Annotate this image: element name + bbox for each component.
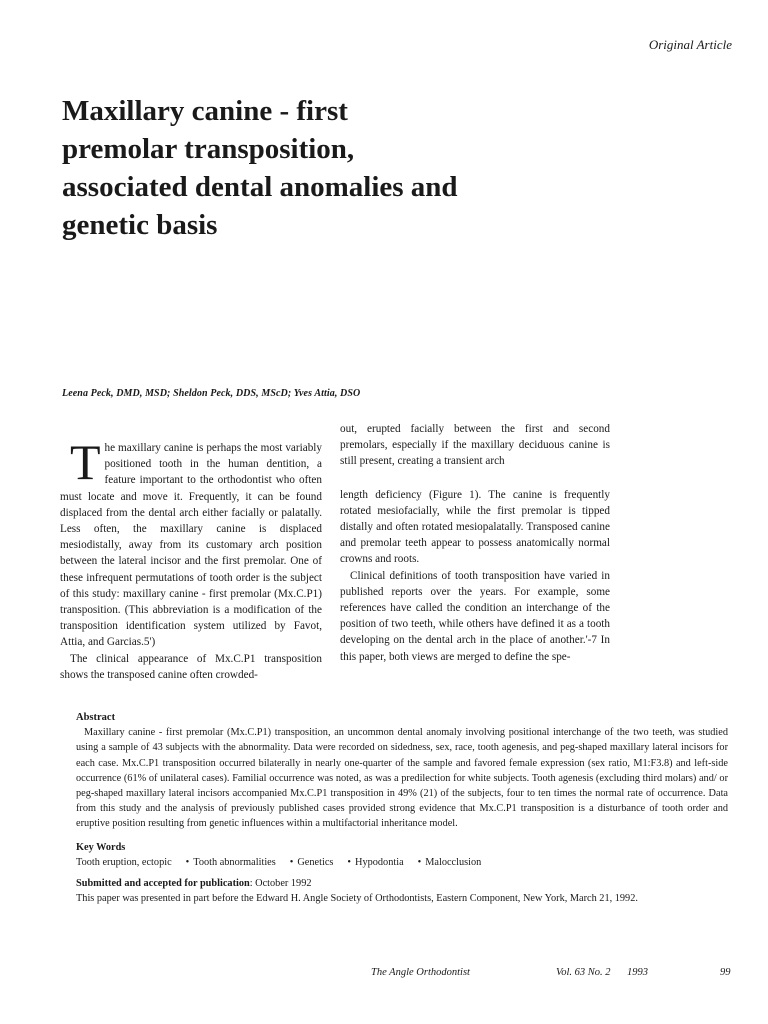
article-title: Maxillary canine - first premolar transposition, associated dental anomalies and genetic basis xyxy=(62,95,458,241)
page-number: 99 xyxy=(720,967,731,978)
bullet: • xyxy=(289,856,294,868)
intro-text: he maxillary canine is perhaps the most variably positioned tooth in the human dentition, a feature important to the orthodontist who often must locate and move it. Frequently, it can be found displaced from the dental arch either facially or palatally. Less often, the maxillary canine is displaced mesiodistally, away from its customary arch position between the lateral incisor and the first premolar. One of these infrequent permutations of tooth order is the subject of this study: maxillary canine - first premolar (Mx.C.P1) transposition. (This abbreviation is a modification of the transposition identification system utilized by Favot, Attia, and Garcias.5') xyxy=(60,442,322,649)
keyword-item: • Tooth abnormalities xyxy=(185,856,276,868)
author-line: Leena Peck, DMD, MSD; Sheldon Peck, DDS, MScD; Yves Attia, DSO xyxy=(62,388,361,399)
keyword-item: • Genetics xyxy=(289,856,334,868)
bullet: • xyxy=(347,856,352,868)
drop-cap: T xyxy=(70,434,101,490)
keyword-item: • Malocclusion xyxy=(417,856,482,868)
submission-line xyxy=(76,876,728,891)
body-column-left xyxy=(60,434,322,683)
bullet: • xyxy=(185,856,190,868)
submission-heading: Submitted and accepted for publication xyxy=(76,878,250,890)
abstract-section xyxy=(76,710,728,906)
clinical-paragraph: The clinical appearance of Mx.C.P1 transposition shows the transposed canine often crowded- xyxy=(60,652,322,681)
figure-gap xyxy=(340,470,610,487)
bullet: • xyxy=(417,856,422,868)
keyword-item: Tooth eruption, ectopic xyxy=(76,856,172,868)
keywords-heading: Key Words xyxy=(76,841,126,853)
keyword-item: • Hypodontia xyxy=(347,856,404,868)
abstract-text: Maxillary canine - first premolar (Mx.C.P1) transposition, an uncommon dental anomaly involving positional interchange of the two teeth, was studied using a sample of 43 subjects with the abnormality. Data were recorded on sidedness, sex, race, tooth agenesis, and peg-shaped maxillary lateral incisors for each case. Mx.C.P1 transposition occurred bilaterally in nearly one-quarter of the sample and favored female expression (sex ratio, M1:F3.8) and left-side occurrence (61% of unilateral cases). Familial occurrence was noted, as was a predilection for white subjects. Tooth agenesis (excluding third molars) and/ or peg-shaped maxillary lateral incisors accompanied Mx.C.P1 transposition in 49% (21) of the subjects, four to ten times the normal rate of occurrence. Data from this study and the analysis of previously published cases provided strong evidence that Mx.C.P1 transposition is a disturbance of tooth order and eruptive position resulting from genetic influences within a multifactorial inheritance model. xyxy=(76,727,728,830)
submission-date: : October 1992 xyxy=(249,878,312,890)
definition-paragraph: Clinical definitions of tooth transposition have varied in published reports over the years. For example, some references have called the condition an interchange of the position of two teeth, while others have defined it as a tooth developing on the dental arch in the place of another.'-7 In this paper, both views are merged to define the spe- xyxy=(340,569,610,663)
journal-name: The Angle Orthodontist xyxy=(371,967,470,978)
body-column-right xyxy=(340,421,610,665)
deficiency-paragraph: length deficiency (Figure 1). The canine is frequently rotated mesiofacially, while the first premolar is tipped distally and often rotated mesiopalatally. Transposed canine and premolar teeth appear to possess anatomically normal crowns and roots. xyxy=(340,488,610,566)
volume-info: Vol. 63 No. 2 xyxy=(556,967,611,978)
keywords-list xyxy=(76,855,728,870)
section-label: Original Article xyxy=(648,37,732,52)
presentation-note: This paper was presented in part before the Edward H. Angle Society of Orthodontists, Eastern Component, New York, March 21, 1992. xyxy=(76,893,638,905)
year: 1993 xyxy=(627,967,648,978)
intro-paragraph xyxy=(60,434,322,651)
continuation-paragraph: out, erupted facially between the first and second premolars, especially if the maxillary deciduous canine is still present, creating a transient arch xyxy=(340,423,610,468)
abstract-heading: Abstract xyxy=(76,712,116,723)
